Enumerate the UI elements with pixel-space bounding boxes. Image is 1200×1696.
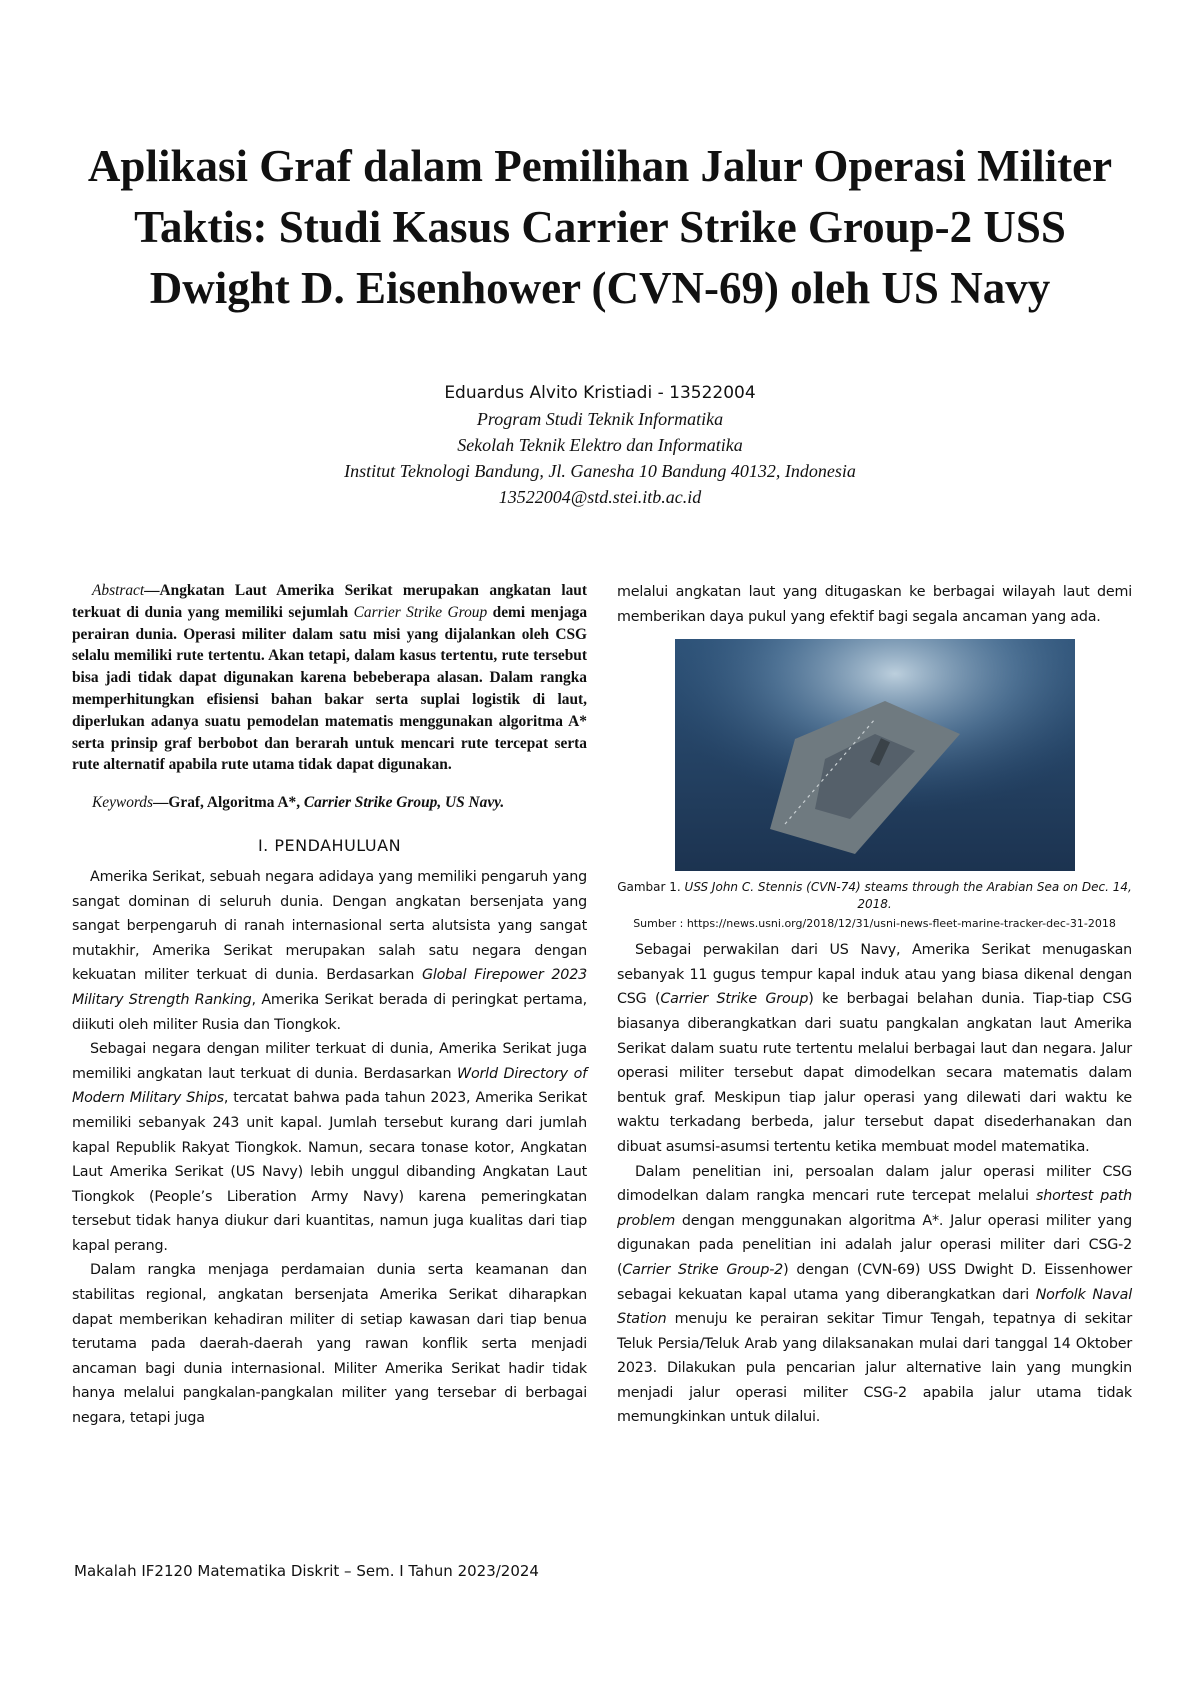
p5-text-d: menuju ke perairan sekitar Timur Tengah, tepatnya di sekitar Teluk Persia/Teluk Arab yang dilaksanakan mulai dari tanggal 14 Oktober 2023. Dilakukan pula pencarian jalur alternative lain yang mungkin menjadi jalur operasi militer CSG-2 apabila jalur utama tidak memungkinkan untuk dilalui.	[617, 1311, 1132, 1426]
abstract-dash: —	[144, 582, 160, 599]
author-email[interactable]: 13522004@std.stei.itb.ac.id	[498, 487, 702, 507]
intro-paragraph-2	[72, 1037, 587, 1258]
keywords-plain: Graf, Algoritma A*,	[168, 794, 304, 812]
p1-italic: Global Firepower 2023 Military Strength Ranking	[72, 967, 587, 1008]
caption-label: Gambar 1.	[617, 880, 685, 895]
p5-text-b: dengan menggunakan algoritma A*. Jalur operasi militer yang digunakan pada penelitian ini adalah jalur operasi militer dari CSG-2 (	[617, 1212, 1132, 1278]
abstract-label: Abstract	[92, 582, 145, 599]
p5-italic-3: Norfolk Naval Station	[617, 1286, 1132, 1328]
abstract-text-1: Angkatan Laut Amerika Serikat merupakan angkatan laut terkuat di dunia yang memiliki sejumlah	[72, 582, 587, 621]
p4-italic: Carrier Strike Group	[660, 991, 809, 1008]
intro-paragraph-3-continued: melalui angkatan laut yang ditugaskan ke berbagai wilayah laut demi memberikan daya pukul yang efektif bagi segala ancaman yang ada.	[617, 584, 1132, 625]
abstract	[72, 580, 587, 776]
intro-paragraph-4	[617, 938, 1132, 1159]
right-column	[617, 580, 1132, 1430]
page-footer: Makalah IF2120 Matematika Diskrit – Sem. I Tahun 2023/2024	[74, 1562, 539, 1580]
p5-text-c: ) dengan (CVN-69) USS Dwight D. Eissenhower sebagai kekuatan kapal utama yang diberangkatkan dari	[617, 1261, 1132, 1303]
keywords-italic: Carrier Strike Group, US Navy.	[303, 794, 505, 812]
intro-paragraph-5	[617, 1160, 1132, 1431]
p2-italic: World Directory of Modern Military Ships	[72, 1065, 587, 1107]
figure-source[interactable]: Sumber : https://news.usni.org/2018/12/31/usni-news-fleet-marine-tracker-dec-31-2018	[633, 917, 1116, 931]
p5-text-a: Dalam penelitian ini, persoalan dalam jalur operasi militer CSG dimodelkan dalam rangka mencari rute tercepat melalui	[617, 1163, 1132, 1205]
author-block	[150, 380, 1050, 510]
left-column	[72, 580, 587, 1431]
caption-text: USS John C. Stennis (CVN-74) steams through the Arabian Sea on Dec. 14, 2018.	[684, 880, 1132, 912]
figure-caption	[617, 879, 1132, 913]
p1-text-b: , Amerika Serikat berada di peringkat pertama, diikuti oleh militer Rusia dan Tiongkok.	[72, 991, 587, 1033]
p2-text-b: , tercatat bahwa pada tahun 2023, Amerika Serikat memiliki sebanyak 243 unit kapal. Jumlah tersebut kurang dari jumlah kapal Republik Rakyat Tiongkok. Namun, secara tonase kotor, Angkatan Laut Amerika Serikat (US Navy) lebih unggul dibanding Angkatan Laut Tiongkok (People’s Liberation Army Navy) karena pemeringkatan tersebut tidak hanya diukur dari kuantitas, namun juga kualitas dari tiap kapal perang.	[72, 1090, 587, 1254]
p1-text-a: Amerika Serikat, sebuah negara adidaya yang memiliki pengaruh yang sangat dominan di seluruh dunia. Dengan angkatan bersenjata yang sangat berpengaruh di ranah internasional serta alutsista yang sangat mutakhir, Amerika Serikat merupakan salah satu negara dengan kekuatan militer terkuat di dunia. Berdasarkan	[72, 868, 587, 984]
author-program: Program Studi Teknik Informatika	[476, 409, 724, 429]
keywords-dash: —	[153, 794, 169, 812]
abstract-text-2: demi menjaga perairan dunia. Operasi militer dalam satu misi yang dijalankan oleh CSG selalu memiliki rute tertentu. Akan tetapi, dalam kasus tertentu, rute tersebut bisa jadi tidak dapat digunakan karena bebeberapa alasan. Dalam rangka memperhitungkan efisiensi bahan bakar serta suplai logistik di laut, diperlukan adanya suatu pemodelan matematis menggunakan algoritma A* serta prinsip graf berbobot dan berarah untuk mencari rute tercepat serta rute alternatif apabila rute utama tidak dapat digunakan.	[72, 603, 588, 774]
intro-paragraph-1	[72, 865, 587, 1037]
author-name: Eduardus Alvito Kristiadi - 13522004	[444, 383, 756, 403]
keywords	[72, 792, 587, 814]
abstract-term: Carrier Strike Group	[353, 603, 488, 621]
author-school: Sekolah Teknik Elektro dan Informatika	[457, 435, 743, 455]
p5-italic-1: shortest path problem	[617, 1188, 1133, 1229]
section-heading: I. PENDAHULUAN	[257, 835, 402, 855]
paper-title: Aplikasi Graf dalam Pemilihan Jalur Operasi Militer Taktis: Studi Kasus Carrier Strike Group-2 USS Dwight D. Eisenhower (CVN-69) oleh US Navy	[87, 141, 1113, 313]
intro-paragraph-3: Dalam rangka menjaga perdamaian dunia serta keamanan dan stabilitas regional, angkatan bersenjata Amerika Serikat diharapkan dapat memberikan kehadiran militer di setiap kawasan dari tiap benua terutama pada daerah-daerah yang rawan konflik serta menjadi ancaman bagi dunia internasional. Militer Amerika Serikat hadir tidak hanya melalui pangkalan-pangkalan militer yang tersebar di berbagai negara, tetapi juga	[72, 1262, 587, 1427]
keywords-label: Keywords	[92, 794, 153, 812]
p4-text-a: Sebagai perwakilan dari US Navy, Amerika Serikat menugaskan sebanyak 11 gugus tempur kapal induk atau yang biasa dikenal dengan CSG (	[617, 942, 1132, 1008]
author-institution: Institut Teknologi Bandung, Jl. Ganesha 10 Bandung 40132, Indonesia	[344, 461, 856, 481]
p2-text-a: Sebagai negara dengan militer terkuat di dunia, Amerika Serikat juga memiliki angkatan laut terkuat di dunia. Berdasarkan	[72, 1041, 587, 1082]
p5-italic-2: Carrier Strike Group-2	[622, 1261, 784, 1278]
p4-text-b: ) ke berbagai belahan dunia. Tiap-tiap CSG biasanya diberangkatkan dari suatu pangkalan angkatan laut Amerika Serikat dalam suatu rute tertentu melalui berbagai laut dan negara. Jalur operasi militer tersebut dapat dimodelkan secara matematis dalam bentuk graf. Meskipun tiap jalur operasi yang dilewati dari waktu ke waktu terkadang berbeda, jalur tersebut dapat disederhanakan dan dibuat asumsi-asumsi tertentu ketika membuat model matematika.	[617, 991, 1132, 1155]
aircraft-carrier-photo	[675, 639, 1075, 871]
